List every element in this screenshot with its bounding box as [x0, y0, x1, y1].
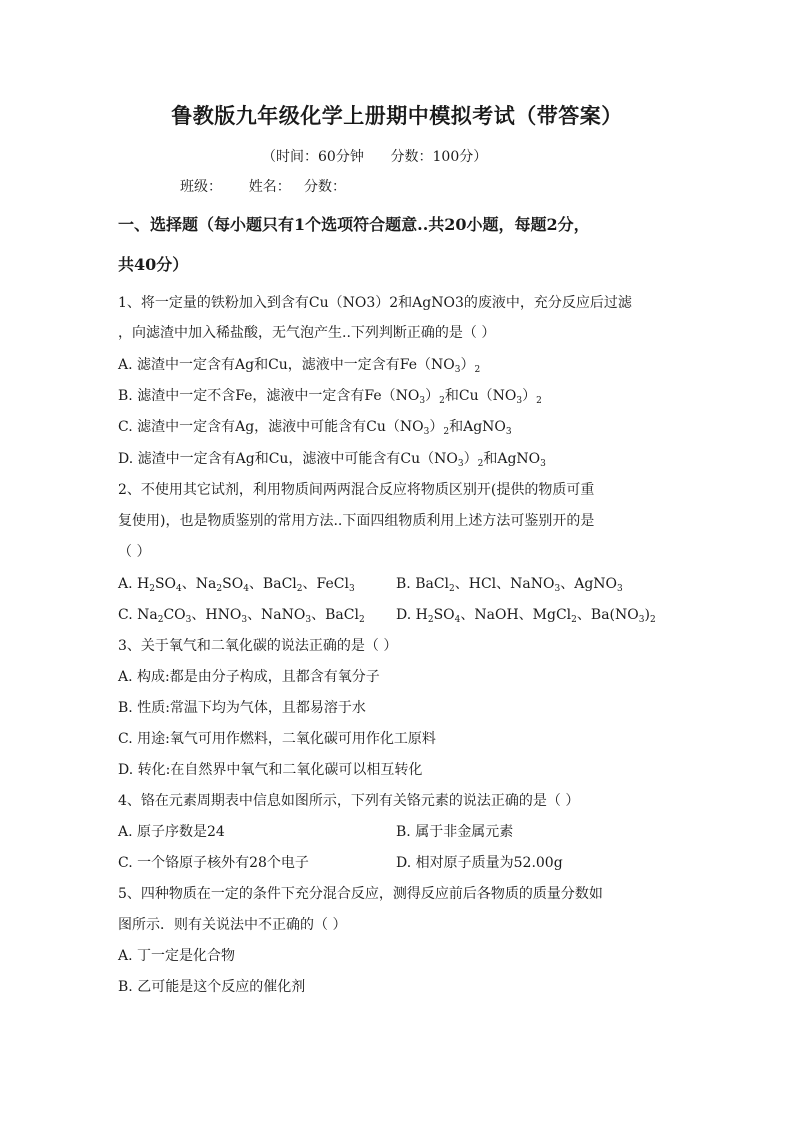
q5-stem-cont: 图所示．则有关说法中不正确的（ ）	[118, 917, 347, 933]
q4-stem: 4、铬在元素周期表中信息如图所示，下列有关铬元素的说法正确的是（ ）	[118, 793, 580, 809]
q2-option-b: B. BaCl$_2$、HCl、NaNO$_3$、AgNO$_3$	[396, 576, 623, 594]
q1-option-a: A. 滤渣中一定含有Ag和Cu，滤液中一定含有$Fe(NO_3)_2$	[118, 357, 481, 375]
q3-option-a: A. 构成:都是由分子构成，且都含有氧分子	[118, 669, 380, 685]
q1-stem-cont: ，向滤渣中加入稀盐酸，无气泡产生..下列判断正确的是（ ）	[118, 325, 496, 341]
q4-option-b: B. 属于非金属元素	[396, 824, 514, 840]
q2-option-d: D. $H_2SO_4$、NaOH、MgCl$_2$、$Ba(NO_3)_2$	[396, 607, 656, 625]
q3-option-c: C. 用途:氧气可用作燃料，二氧化碳可用作化工原料	[118, 731, 436, 747]
q2-answer-blank: （ ）	[118, 544, 151, 560]
q1-option-b: B. 滤渣中一定不含Fe，滤液中一定含有$Fe(NO_3)_2$和$Cu(NO_3)_2$	[118, 388, 542, 406]
q3-option-b: B. 性质:常温下均为气体，且都易溶于水	[118, 700, 366, 716]
q1-option-d: D. 滤渣中一定含有Ag和Cu，滤液中可能含有$Cu(NO_3)_2$和AgNO$_3$	[118, 451, 546, 469]
q5-stem: 5、四种物质在一定的条件下充分混合反应，测得反应前后各物质的质量分数如	[118, 886, 603, 902]
q5-option-a: A. 丁一定是化合物	[118, 948, 236, 964]
section-heading-cont: 共40分）	[118, 255, 189, 274]
q3-option-d: D. 转化:在自然界中氧气和二氧化碳可以相互转化	[118, 762, 423, 778]
q4-option-d: D. 相对原子质量为52.00g	[396, 855, 563, 871]
q2-option-c: C. $Na_2CO_3$、$HNO_3$、NaNO$_3$、BaCl$_2$	[118, 607, 365, 625]
page-title: 鲁教版九年级化学上册期中模拟考试（带答案）	[171, 103, 623, 128]
q2-stem-cont: 复使用)，也是物质鉴别的常用方法..下面四组物质利用上述方法可鉴别开的是	[118, 513, 595, 529]
q4-option-c: C. 一个铬原子核外有28个电子	[118, 855, 309, 871]
q4-option-a: A. 原子序数是24	[118, 824, 225, 840]
q5-option-b: B. 乙可能是这个反应的催化剂	[118, 979, 306, 995]
q2-stem: 2、不使用其它试剂，利用物质间两两混合反应将物质区别开(提供的物质可重	[118, 482, 595, 498]
q1-stem: 1、将一定量的铁粉加入到含有Cu（NO3）2和AgNO3的废液中，充分反应后过滤	[118, 295, 632, 311]
q3-stem: 3、关于氧气和二氧化碳的说法正确的是（ ）	[118, 638, 398, 654]
section-heading: 一、选择题（每小题只有1个选项符合题意..共20小题，每题2分，	[118, 215, 590, 234]
student-info-line: 班级： 姓名： 分数：	[180, 179, 347, 195]
exam-info: （时间：60分钟 分数：100分）	[262, 149, 488, 165]
q1-option-c: C. 滤渣中一定含有Ag，滤液中可能含有$Cu(NO_3)_2$和AgNO$_3$	[118, 419, 512, 437]
q2-option-a: A. $H_2SO_4$、$Na_2SO_4$、BaCl$_2$、FeCl$_3$	[118, 576, 355, 594]
